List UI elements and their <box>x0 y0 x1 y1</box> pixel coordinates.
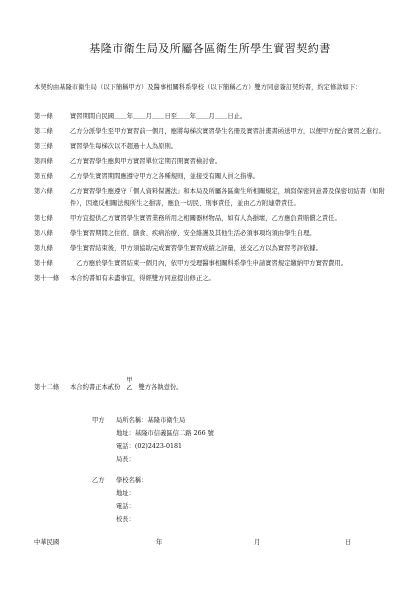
spacer <box>92 427 116 440</box>
party-b-school: 學校名稱： <box>116 477 148 484</box>
article-10 <box>34 258 390 270</box>
article-6 <box>34 186 390 209</box>
article-label: 第十一條 <box>34 274 60 282</box>
article-text: 實習學生每梯次以不超過十人為原則。 <box>70 143 178 150</box>
article-1 <box>34 111 390 123</box>
article-text: 乙方應於學生實習結束一個月內，依甲方受理醫事相關科系學生申請實習規定繳納甲方實習費用。 <box>70 259 348 267</box>
party-b-block <box>92 474 147 526</box>
spacer <box>92 487 116 500</box>
article-text: 乙方實習學生應遵守「個人資料保護法」和本局及所屬各區衛生所相關規定，填寫保密同意書及保密切結書（如附件），因違反相關法規所生之損害，應負一切民、刑事責任，並由乙方附連帶責任。 <box>70 188 385 207</box>
party-a-director: 局長： <box>116 456 135 463</box>
article-12 <box>34 378 182 394</box>
spacer <box>92 513 116 526</box>
date-day: 日 <box>345 539 352 546</box>
article-5 <box>34 171 390 183</box>
party-a-row <box>92 440 214 453</box>
article-list <box>34 111 390 288</box>
party-a-name: 局所名稱：基隆市衛生局 <box>116 417 186 424</box>
spacer <box>92 500 116 513</box>
article-11 <box>34 273 390 285</box>
article-2 <box>34 126 390 138</box>
party-a-phone: 電話：(02)2423-0181 <box>116 443 182 450</box>
party-a-address: 地址：基隆市信義區信二路 266 號 <box>116 430 214 437</box>
article-text: 本合約書如有未盡事宜，得經雙方同意提出修正之。 <box>70 274 215 282</box>
party-a-row <box>92 427 214 440</box>
article-label: 第二條 <box>34 128 53 135</box>
party-a-row <box>92 414 214 427</box>
party-b-mark: 乙 <box>126 385 133 392</box>
article-label: 第七條 <box>34 214 53 222</box>
article-label: 第九條 <box>34 244 53 252</box>
spacer <box>92 453 116 466</box>
article-text: 實習期間自民國＿＿年＿＿月＿＿日至＿＿年＿＿月＿＿日止。 <box>70 113 247 120</box>
page-title: 基隆市衛生局及所屬各區衛生所學生實習契約書 <box>89 42 331 55</box>
article-text: 乙方學生實習期間應遵守甲方之各種規則，並接受有關人員之指導。 <box>70 173 259 180</box>
party-a-role: 甲方 <box>92 417 105 424</box>
article-4 <box>34 156 390 168</box>
article-label: 第六條 <box>34 188 53 195</box>
party-b-role: 乙方 <box>92 477 105 484</box>
article-label: 第一條 <box>34 113 53 120</box>
date-year: 年 <box>156 539 163 546</box>
party-b-address: 地址： <box>116 490 135 497</box>
article-label: 第十二條 <box>34 383 60 391</box>
party-stack <box>126 377 132 393</box>
date-era: 中華民國 <box>34 539 60 546</box>
party-b-row <box>92 513 147 526</box>
article-3 <box>34 141 390 153</box>
party-a-block <box>92 414 214 466</box>
article-7 <box>34 213 390 225</box>
article-label: 第八條 <box>34 229 53 237</box>
article-text: 本合約書正本貳份 <box>70 383 121 391</box>
article-8 <box>34 228 390 240</box>
party-b-row <box>92 487 147 500</box>
date-month: 月 <box>254 539 261 546</box>
article-label: 第四條 <box>34 158 53 165</box>
article-9 <box>34 243 390 255</box>
intro-paragraph: 本契約由基隆市衛生局（以下簡稱甲方）及醫事相關科系學校（以下簡稱乙方）雙方同意簽訂契約書，約定條款如下： <box>34 84 362 91</box>
article-text: 學生實習期間之住宿、膳食、疾病治療、安全維護及其他生活必須事項均須由學生自理。 <box>70 229 316 237</box>
article-text: 乙方分派學生至甲方實習前一個月，應將每梯次實習學生名冊及實習計畫書函送甲方，以便甲方配合實習之進行。 <box>70 128 385 135</box>
party-b-phone: 電話： <box>116 503 135 510</box>
article-text: 學生實習結束後，甲方須協助完成實習學生實習成績之評量，送交乙方以為實習考評依據。 <box>70 244 322 252</box>
party-b-principal: 校長： <box>116 516 135 523</box>
party-a-row <box>92 453 214 466</box>
spacer <box>92 440 116 453</box>
party-a-mark: 甲 <box>126 377 133 384</box>
article-label: 第五條 <box>34 173 53 180</box>
article-label: 第十條 <box>34 259 53 267</box>
article-text-end: 雙方各執壹份。 <box>138 383 183 391</box>
party-b-row <box>92 474 147 487</box>
party-b-row <box>92 500 147 513</box>
article-label: 第三條 <box>34 143 53 150</box>
article-text: 乙方實習學生應與甲方實習單位定期召開實習檢討會。 <box>70 158 222 165</box>
article-text: 甲方宜提供乙方實習學生實習業務所用之相關器材物品，如有人為損壞，乙方應負責賠償之責任。 <box>70 214 341 222</box>
